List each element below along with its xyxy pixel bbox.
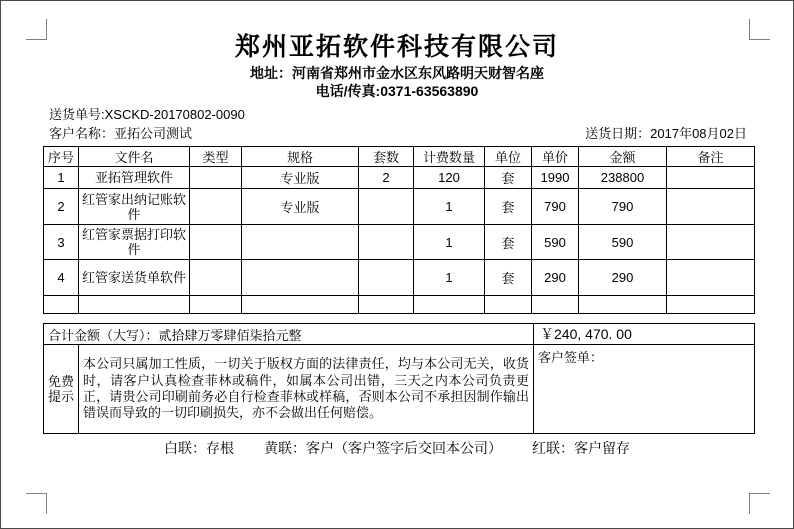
table-row-empty: [44, 296, 755, 314]
cell-type: [190, 260, 242, 296]
free-tip-label: 免费提示: [44, 345, 79, 434]
crop-mark-bottom-left-icon: [26, 493, 47, 494]
summary-table: [43, 323, 755, 434]
cell-unit: 套: [485, 225, 532, 260]
table-row: [44, 189, 755, 225]
copies-legend: [1, 438, 793, 458]
cell-billed-qty: 1: [414, 260, 485, 296]
delivery-order-number: 送货单号:XSCKD-20170802-0090: [49, 107, 245, 122]
cell-spec: [242, 260, 359, 296]
cell-amount: 590: [579, 225, 667, 260]
cell-sets: [359, 225, 414, 260]
cell-unit: 套: [485, 167, 532, 189]
cell-type: [190, 225, 242, 260]
total-amount-numeric: ￥240, 470. 00: [534, 324, 755, 345]
cell-unit-price: 290: [532, 260, 579, 296]
cell-billed-qty: 1: [414, 189, 485, 225]
cell-seq: 4: [44, 260, 79, 296]
cell-remark: [667, 167, 755, 189]
cell-sets: [359, 189, 414, 225]
cell-unit: 套: [485, 189, 532, 225]
col-header-spec: 规格: [242, 147, 359, 167]
col-header-filename: 文件名: [79, 147, 190, 167]
cell-billed-qty: [414, 296, 485, 314]
cell-spec: 专业版: [242, 189, 359, 225]
cell-type: [190, 296, 242, 314]
cell-seq: [44, 296, 79, 314]
cell-billed-qty: 120: [414, 167, 485, 189]
company-address: 地址：河南省郑州市金水区东风路明天财智名座: [250, 65, 544, 81]
table-row: [44, 167, 755, 189]
total-amount-in-words: 合计金额（大写）：贰拾肆万零肆佰柒拾元整: [44, 324, 534, 345]
items-table: [43, 146, 755, 314]
white-copy-note: 白联：存根: [164, 440, 234, 456]
col-header-type: 类型: [190, 147, 242, 167]
crop-mark-bottom-left-icon: [46, 493, 47, 514]
cell-amount: 238800: [579, 167, 667, 189]
cell-seq: 1: [44, 167, 79, 189]
cell-amount: 290: [579, 260, 667, 296]
cell-amount: [579, 296, 667, 314]
col-header-remark: 备注: [667, 147, 755, 167]
company-name: 郑州亚拓软件科技有限公司: [234, 33, 559, 61]
col-header-sets: 套数: [359, 147, 414, 167]
col-header-amount: 金额: [579, 147, 667, 167]
customer-name: 客户名称：亚拓公司测试: [49, 126, 193, 141]
cell-unit-price: [532, 296, 579, 314]
cell-sets: 2: [359, 167, 414, 189]
items-header-row: [44, 147, 755, 167]
cell-sets: [359, 260, 414, 296]
cell-remark: [667, 225, 755, 260]
notes-row: [44, 345, 755, 434]
cell-unit-price: 790: [532, 189, 579, 225]
cell-filename: 红管家出纳记账软件: [79, 189, 190, 225]
col-header-seq: 序号: [44, 147, 79, 167]
yellow-copy-note: 黄联：客户（客户签字后交回本公司）: [264, 440, 502, 456]
cell-sets: [359, 296, 414, 314]
cell-spec: [242, 225, 359, 260]
disclaimer-text: 本公司只属加工性质，一切关于版权方面的法律责任，均与本公司无关，收货时，请客户认真检查菲林或稿件，如属本公司出错，三天之内本公司负责更正，请贵公司印刷前务必自行检查菲林或样稿，否则本公司不承担因制作输出错误而导致的一切印刷损失，亦不会做出任何赔偿。: [79, 345, 534, 434]
cell-seq: 2: [44, 189, 79, 225]
cell-remark: [667, 296, 755, 314]
cell-filename: 红管家票据打印软件: [79, 225, 190, 260]
crop-mark-bottom-right-icon: [749, 493, 750, 514]
company-phone: 电话/传真:0371-63563890: [315, 83, 479, 99]
customer-date-row: [49, 123, 747, 142]
col-header-unit-price: 单价: [532, 147, 579, 167]
cell-billed-qty: 1: [414, 225, 485, 260]
cell-spec: [242, 296, 359, 314]
table-row: [44, 260, 755, 296]
table-row: [44, 225, 755, 260]
total-row: [44, 324, 755, 345]
cell-unit-price: 1990: [532, 167, 579, 189]
cell-remark: [667, 189, 755, 225]
cell-spec: 专业版: [242, 167, 359, 189]
col-header-unit: 单位: [485, 147, 532, 167]
cell-type: [190, 189, 242, 225]
cell-filename: 亚拓管理软件: [79, 167, 190, 189]
customer-signature-area: 客户签单：: [534, 345, 755, 434]
cell-unit-price: 590: [532, 225, 579, 260]
cell-unit: [485, 296, 532, 314]
cell-remark: [667, 260, 755, 296]
delivery-date: 送货日期：2017年08月02日: [585, 126, 747, 141]
col-header-billed-qty: 计费数量: [414, 147, 485, 167]
red-copy-note: 红联：客户留存: [532, 440, 630, 456]
cell-unit: 套: [485, 260, 532, 296]
cell-type: [190, 167, 242, 189]
cell-seq: 3: [44, 225, 79, 260]
crop-mark-bottom-right-icon: [749, 493, 770, 494]
cell-filename: [79, 296, 190, 314]
cell-filename: 红管家送货单软件: [79, 260, 190, 296]
cell-amount: 790: [579, 189, 667, 225]
